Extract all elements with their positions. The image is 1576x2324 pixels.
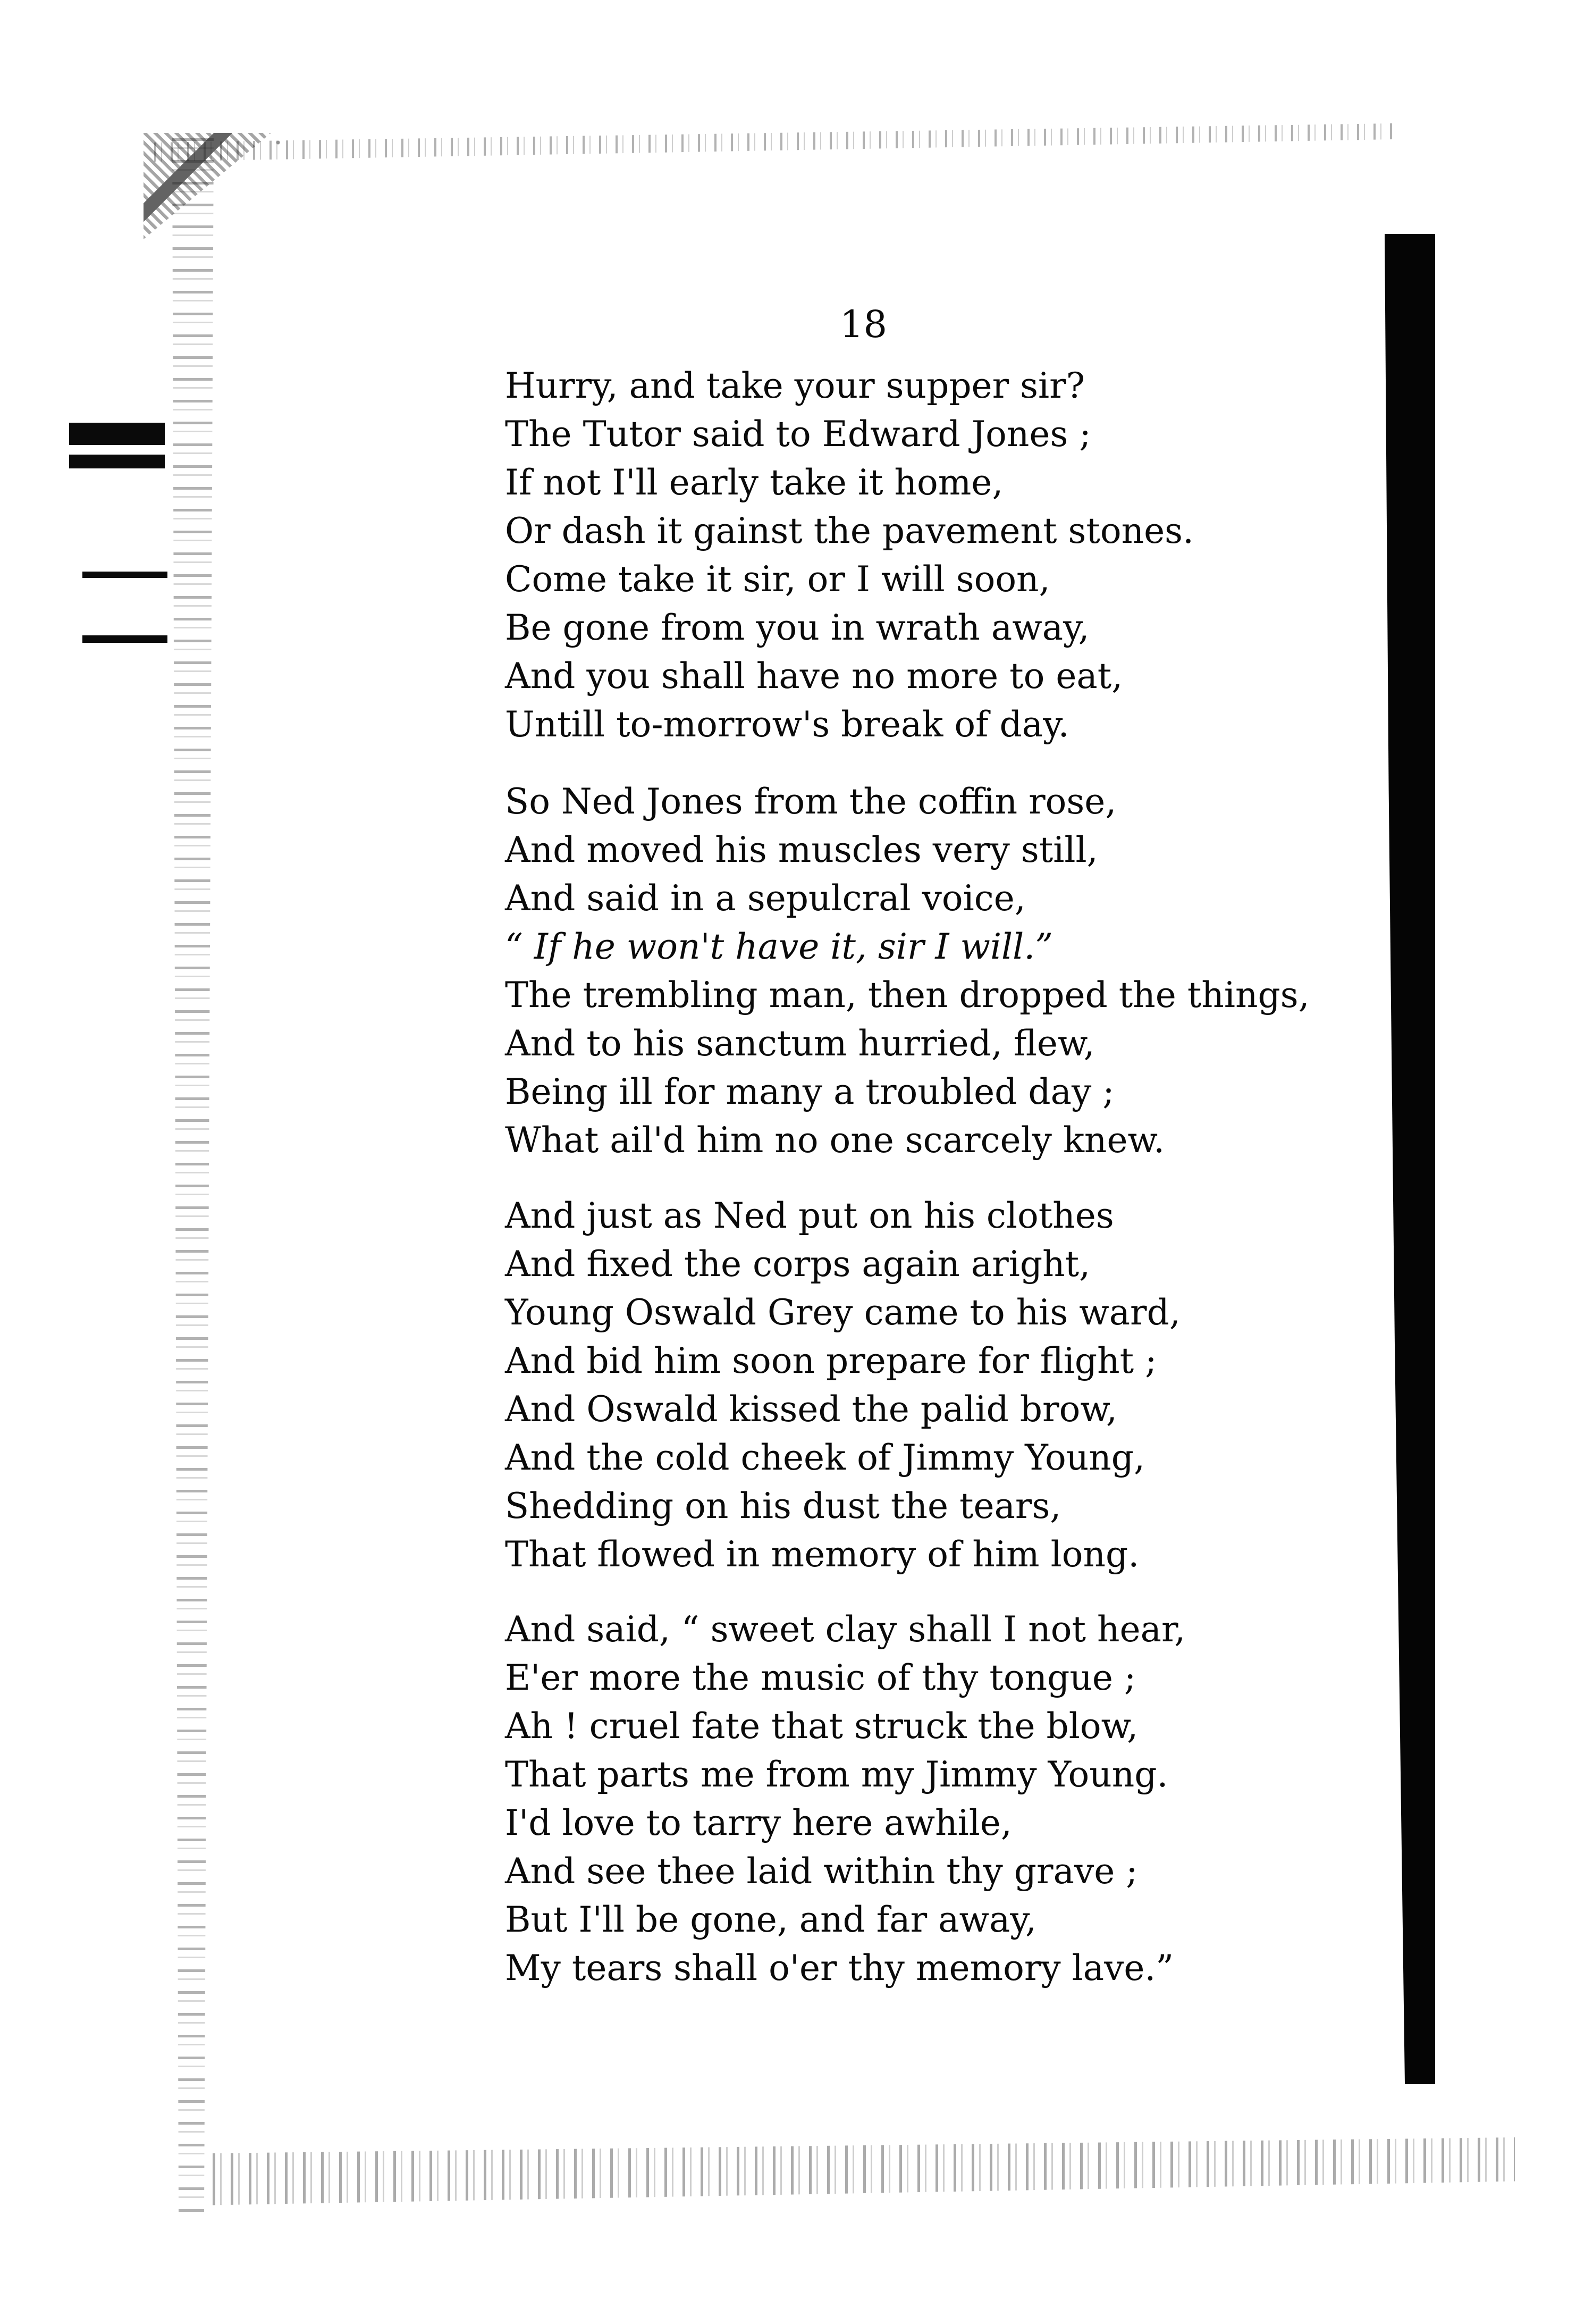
poem-line: That parts me from my Jimmy Young. <box>505 1754 1168 1795</box>
scan-edge-mark <box>69 423 165 445</box>
poem-line: If not I'll early take it home, <box>505 462 1004 503</box>
poem-line: And see thee laid within thy grave ; <box>505 1851 1138 1892</box>
poem-line: My tears shall o'er thy memory lave.” <box>505 1948 1174 1989</box>
poem-line: And the cold cheek of Jimmy Young, <box>505 1437 1145 1478</box>
poem-line: Be gone from you in wrath away, <box>505 607 1090 648</box>
poem-line: And bid him soon prepare for flight ; <box>505 1340 1157 1381</box>
poem-line: I'd love to tarry here awhile, <box>505 1802 1012 1843</box>
poem-line: Hurry, and take your supper sir? <box>505 365 1085 406</box>
poem-line: The trembling man, then dropped the things, <box>505 975 1310 1016</box>
scan-edge-mark <box>82 635 167 643</box>
poem-line: Shedding on his dust the tears, <box>505 1486 1061 1526</box>
poem-line: Or dash it gainst the pavement stones. <box>505 510 1194 551</box>
poem-line: So Ned Jones from the coffin rose, <box>505 781 1117 822</box>
stanza-4 <box>505 1605 1355 1992</box>
worn-left-edge <box>159 138 223 2212</box>
poem-line: And you shall have no more to eat, <box>505 656 1123 697</box>
stanza-2 <box>505 777 1355 1164</box>
poem-line: Young Oswald Grey came to his ward, <box>505 1292 1181 1333</box>
poem-line: Being ill for many a troubled day ; <box>505 1071 1115 1112</box>
poem-line: And said, “ sweet clay shall I not hear, <box>505 1609 1186 1650</box>
poem-line: Come take it sir, or I will soon, <box>505 559 1050 600</box>
stanza-3 <box>505 1192 1355 1579</box>
poem-line: E'er more the music of thy tongue ; <box>505 1657 1136 1698</box>
poem-line: And just as Ned put on his clothes <box>505 1195 1114 1236</box>
scan-edge-mark <box>82 572 167 578</box>
page-number: 18 <box>840 303 888 346</box>
poem-line: That flowed in memory of him long. <box>505 1534 1140 1575</box>
binding-shadow-bar <box>1385 234 1435 2084</box>
poem-line: And Oswald kissed the palid brow, <box>505 1389 1117 1430</box>
poem-line: And said in a sepulcral voice, <box>505 878 1026 919</box>
poem-line: And fixed the corps again aright, <box>505 1244 1091 1285</box>
worn-bottom-edge <box>213 2137 1515 2217</box>
poem-line: But I'll be gone, and far away, <box>505 1899 1036 1940</box>
poem-line: What ail'd him no one scarcely knew. <box>505 1120 1165 1161</box>
scan-edge-mark <box>69 455 165 468</box>
worn-top-edge <box>154 117 1393 181</box>
poem-line: The Tutor said to Edward Jones ; <box>505 414 1091 455</box>
stanza-1 <box>505 362 1355 749</box>
poem-line: And to his sanctum hurried, flew, <box>505 1023 1095 1064</box>
poem-line: Ah ! cruel fate that struck the blow, <box>505 1706 1139 1747</box>
poem-line: Untill to-morrow's break of day. <box>505 704 1069 745</box>
poem-line: “ If he won't have it, sir I will.” <box>505 926 1053 967</box>
poem-line: And moved his muscles very still, <box>505 829 1098 870</box>
